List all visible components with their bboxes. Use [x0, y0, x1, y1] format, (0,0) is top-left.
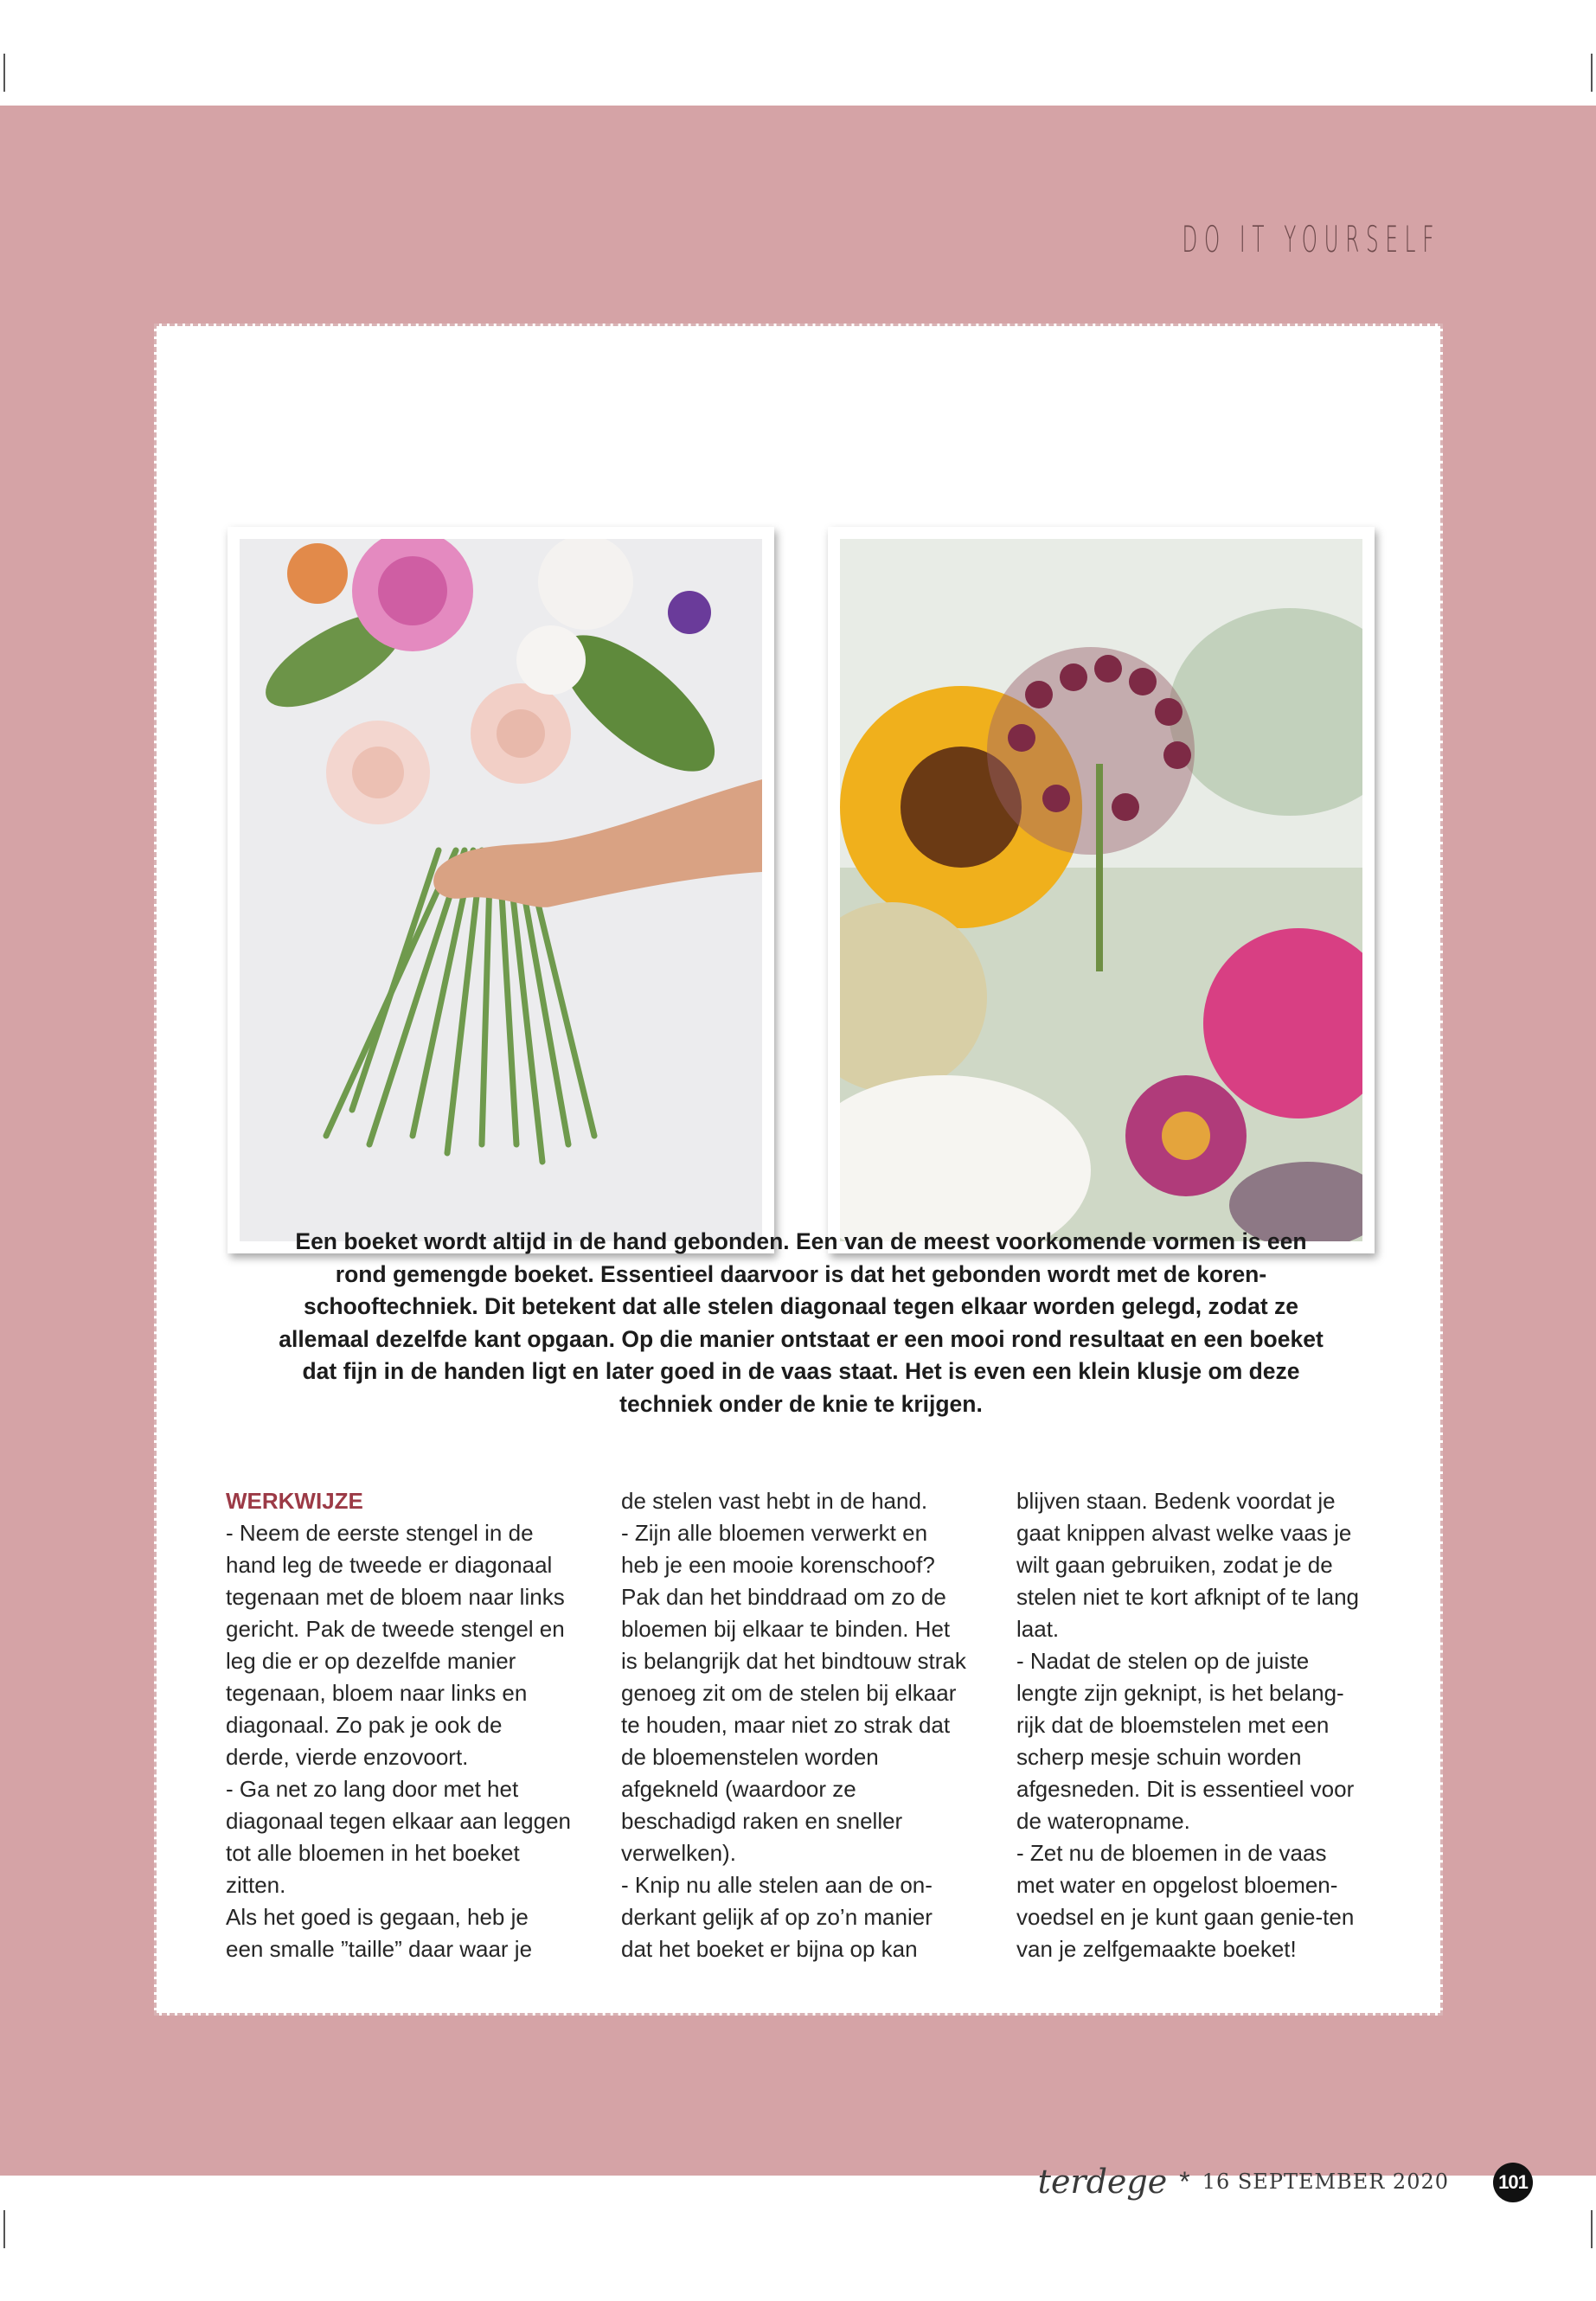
crop-mark-bottom-left [3, 2210, 5, 2248]
crop-mark-bottom-right [1591, 2210, 1593, 2248]
intro-text: Een boeket wordt altijd in de hand gebonden. Een van de meest voorkomende vormen is een rond gemengde boeket. Essentieel daarvoor is dat het gebonden wordt met de koren-schooftechniek. Dit betekent dat alle stelen diagonaal tegen elkaar worden gelegd, zodat ze allemaal dezelfde kant opgaan. Op die manier ontstaat er een mooi rond resultaat en een boeket dat fijn in de handen ligt en later goed in de vaas staat. Het is even een klein klusje om deze techniek onder de knie te krijgen. [279, 1228, 1324, 1417]
instructions-paragraph: - Nadat de stelen op de juiste lengte zijn geknipt, is het belang-rijk dat de bloemstelen met een scherp mesje schuin worden afgesneden. Dit is essentieel voor de wateropname. [1016, 1648, 1355, 1834]
bouquet-illustration [240, 539, 762, 1241]
content-card [154, 324, 1443, 2016]
instructions-paragraph: - Zijn alle bloemen verwerkt en heb je een mooie korenschoof? Pak dan het binddraad om zo de bloemen bij elkaar te binden. Het is belangrijk dat het bindtouw strak genoeg zit om de stelen bij elkaar te houden, maar niet zo strak dat de bloemenstelen worden afgekneld (waardoor ze beschadigd raken en sneller verwelken). [621, 1520, 966, 1866]
instructions-paragraph: - Neem de eerste stengel in de hand leg de tweede er diagonaal tegenaan met de bloem naar links gericht. Pak de tweede stengel en leg die er op dezelfde manier tegenaan, bloem naar links en diagonaal. Zo pak je ook de derde, vierde enzovoort. [226, 1520, 565, 1770]
page-number-badge: 101 [1493, 2163, 1533, 2202]
issue-date: 16 SEPTEMBER 2020 [1202, 2170, 1449, 2194]
magazine-logo: terdege [1037, 2163, 1168, 2201]
instructions-paragraph: - Zet nu de bloemen in de vaas met water en opgelost bloemen-voedsel en je kunt gaan genie-ten van je zelfgemaakte boeket! [1016, 1840, 1355, 1962]
page-footer [1038, 2163, 1449, 2201]
instructions-paragraph: Als het goed is gegaan, heb je een smalle ”taille” daar waar je [226, 1904, 533, 1962]
crop-mark-top-left [3, 54, 5, 92]
asterisk-separator: * [1179, 2165, 1190, 2197]
bouquet-in-hand-photo [228, 527, 774, 1253]
instructions-paragraph: - Knip nu alle stelen aan de on-derkant gelijk af op zo’n manier dat het boeket er bijna op kan [621, 1872, 933, 1962]
magazine-page [0, 106, 1596, 2201]
flowers-closeup-photo [828, 527, 1375, 1253]
instructions-column-1 [226, 1485, 572, 1965]
instructions-paragraph: blijven staan. Bedenk voordat je gaat knippen alvast welke vaas je wilt gaan gebruiken, zodat je de stelen niet te kort afknipt of te lang laat. [1016, 1488, 1360, 1642]
instructions-paragraph: de stelen vast hebt in de hand. [621, 1488, 928, 1514]
instructions-heading: WERKWIJZE [226, 1488, 363, 1514]
section-label: DO IT YOURSELF [1182, 218, 1440, 260]
instructions-paragraph: - Ga net zo lang door met het diagonaal tegen elkaar aan leggen tot alle bloemen in het boeket zitten. [226, 1776, 572, 1898]
flowers-closeup-illustration [840, 539, 1362, 1241]
instructions-column-2 [621, 1485, 967, 1965]
crop-mark-top-right [1591, 54, 1593, 92]
instructions-column-3 [1016, 1485, 1362, 1965]
